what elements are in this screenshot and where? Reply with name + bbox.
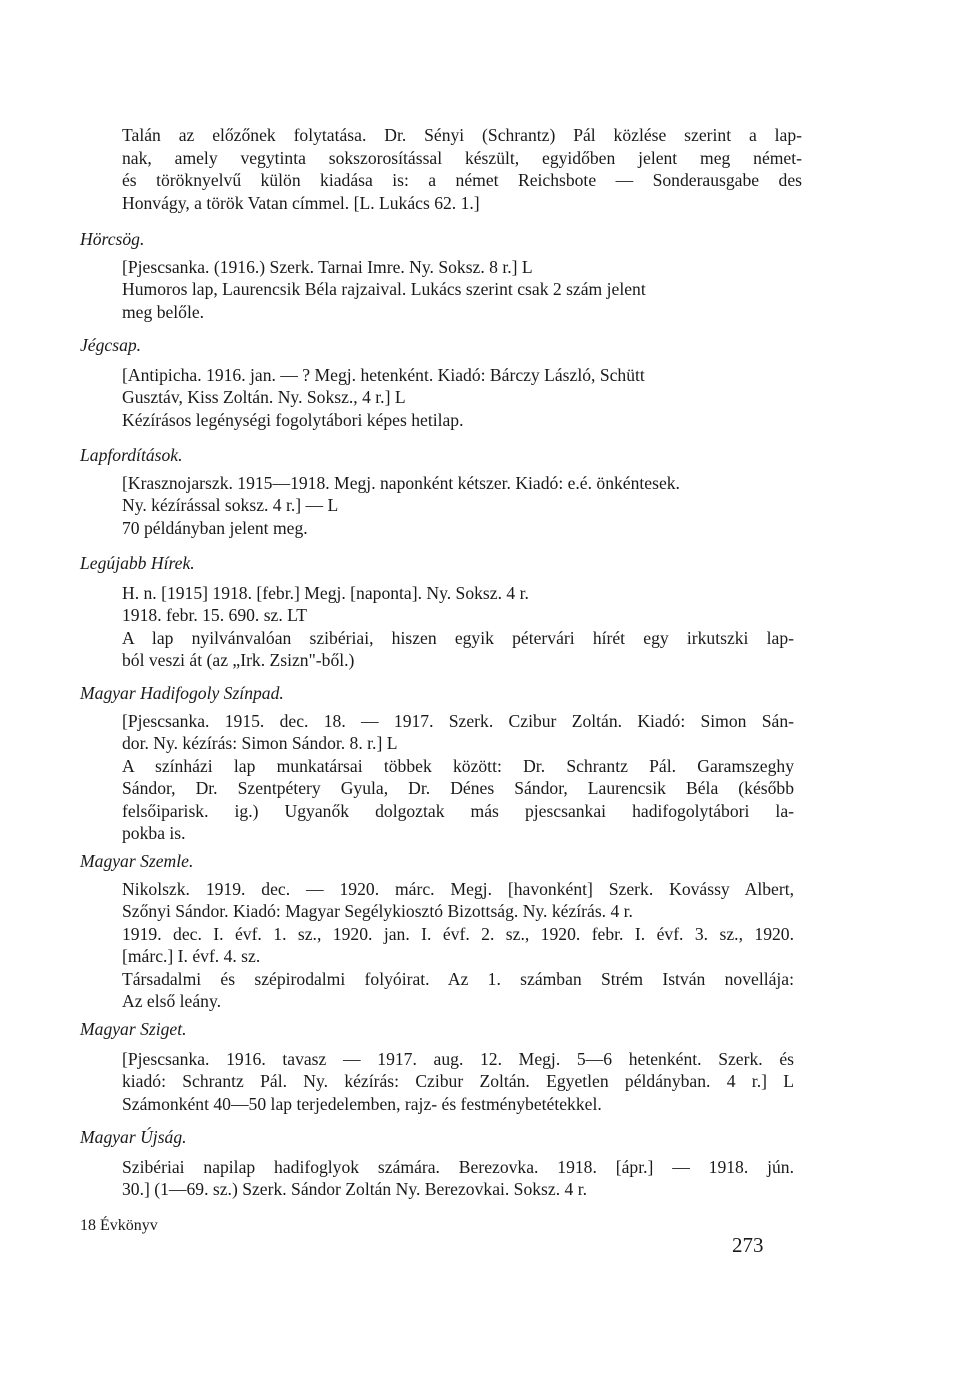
- page-number: 273: [732, 1233, 764, 1257]
- text-line: ból veszi át (az „Irk. Zsizn"-ből.): [122, 650, 355, 671]
- text-line: Kézírásos legénységi fogolytábori képes hetilap.: [122, 409, 464, 430]
- entry-heading: Magyar Hadifogoly Színpad.: [80, 683, 284, 703]
- entry-body: [122, 256, 794, 323]
- text-line: és töröknyelvű külön kiadása is: a német Reichsbote — Sonderausgabe des: [122, 170, 802, 191]
- printer-signature: 18 Évkönyv: [80, 1217, 158, 1234]
- text-line: Társadalmi és szépirodalmi folyóirat. Az 1. számban Strém István novellája:: [122, 968, 794, 989]
- entry-body: [122, 1048, 794, 1115]
- entry-heading: Magyar Sziget.: [80, 1019, 187, 1039]
- intro-paragraph: [122, 124, 802, 214]
- text-line: [Pjescsanka. 1916. tavasz — 1917. aug. 12. Megj. 5—6 hetenként. Szerk. és: [122, 1049, 794, 1069]
- text-line: Gusztáv, Kiss Zoltán. Ny. Soksz., 4 r.] L: [122, 387, 406, 408]
- text-line: Sándor, Dr. Szentpétery Gyula, Dr. Dénes Sándor, Laurencsik Béla (később: [122, 778, 794, 799]
- text-line: Az első leány.: [122, 991, 222, 1012]
- text-line: kiadó: Schrantz Pál. Ny. kézírás: Czibur Zoltán. Egyetlen példányban. 4 r.] L: [122, 1071, 794, 1092]
- entry-heading: Magyar Újság.: [80, 1127, 187, 1147]
- entry-heading: Hörcsög.: [80, 229, 145, 249]
- text-line: Számonként 40—50 lap terjedelemben, rajz- és festménybetétekkel.: [122, 1093, 602, 1114]
- text-line: felsőiparisk. ig.) Ugyanők dolgoztak más pjescsankai hadifogolytábori la-: [122, 800, 794, 821]
- entry-heading: Lapfordítások.: [80, 445, 183, 465]
- text-line: A lap nyilvánvalóan szibériai, hiszen egyik pétervári hírét egy irkutszki lap-: [122, 627, 794, 648]
- text-line: pokba is.: [122, 823, 186, 844]
- text-line: [Krasznojarszk. 1915—1918. Megj. naponként kétszer. Kiadó: e.é. önkéntesek.: [122, 473, 680, 493]
- text-line: [Pjescsanka. (1916.) Szerk. Tarnai Imre. Ny. Soksz. 8 r.] L: [122, 257, 533, 277]
- entry-heading: Magyar Szemle.: [80, 851, 194, 871]
- text-line: [Antipicha. 1916. jan. — ? Megj. hetenként. Kiadó: Bárczy László, Schütt: [122, 365, 645, 385]
- text-line: Szőnyi Sándor. Kiadó: Magyar Segélykiosztó Bizottság. Ny. kézírás. 4 r.: [122, 901, 633, 922]
- text-line: Szibériai napilap hadifoglyok számára. Berezovka. 1918. [ápr.] — 1918. jún.: [122, 1157, 794, 1177]
- entry-heading: Jégcsap.: [80, 335, 142, 355]
- text-line: dor. Ny. kézírás: Simon Sándor. 8. r.] L: [122, 733, 398, 754]
- entry-heading: Legújabb Hírek.: [80, 553, 195, 573]
- text-line: A színházi lap munkatársai többek között: Dr. Schrantz Pál. Garamszeghy: [122, 755, 794, 776]
- text-line: Honvágy, a török Vatan címmel. [L. Lukács 62. 1.]: [122, 192, 480, 213]
- entry-body: [122, 1156, 794, 1201]
- text-line: Humoros lap, Laurencsik Béla rajzaival. Lukács szerint csak 2 szám jelent: [122, 279, 646, 300]
- text-line: [márc.] I. évf. 4. sz.: [122, 946, 261, 967]
- text-line: meg belőle.: [122, 301, 205, 322]
- text-line: nak, amely vegytinta sokszorosítással készült, egyidőben jelent meg német-: [122, 147, 802, 168]
- entry-body: [122, 364, 794, 431]
- text-line: 1919. dec. I. évf. 1. sz., 1920. jan. I. évf. 2. sz., 1920. febr. I. évf. 3. sz., 1920.: [122, 923, 794, 944]
- text-line: Talán az előzőnek folytatása. Dr. Sényi (Schrantz) Pál közlése szerint a lap-: [122, 125, 802, 145]
- entry-body: [122, 878, 794, 1012]
- entry-body: [122, 710, 794, 844]
- text-line: 1918. febr. 15. 690. sz. LT: [122, 605, 308, 626]
- text-line: 70 példányban jelent meg.: [122, 517, 308, 538]
- entry-body: [122, 582, 794, 672]
- text-line: H. n. [1915] 1918. [febr.] Megj. [naponta]. Ny. Soksz. 4 r.: [122, 583, 529, 603]
- text-line: [Pjescsanka. 1915. dec. 18. — 1917. Szerk. Czibur Zoltán. Kiadó: Simon Sán-: [122, 711, 794, 731]
- entry-body: [122, 472, 794, 539]
- text-line: Nikolszk. 1919. dec. — 1920. márc. Megj. [havonként] Szerk. Kovássy Albert,: [122, 879, 794, 899]
- text-line: Ny. kézírással soksz. 4 r.] — L: [122, 495, 339, 516]
- text-line: 30.] (1—69. sz.) Szerk. Sándor Zoltán Ny. Berezovkai. Soksz. 4 r.: [122, 1179, 587, 1200]
